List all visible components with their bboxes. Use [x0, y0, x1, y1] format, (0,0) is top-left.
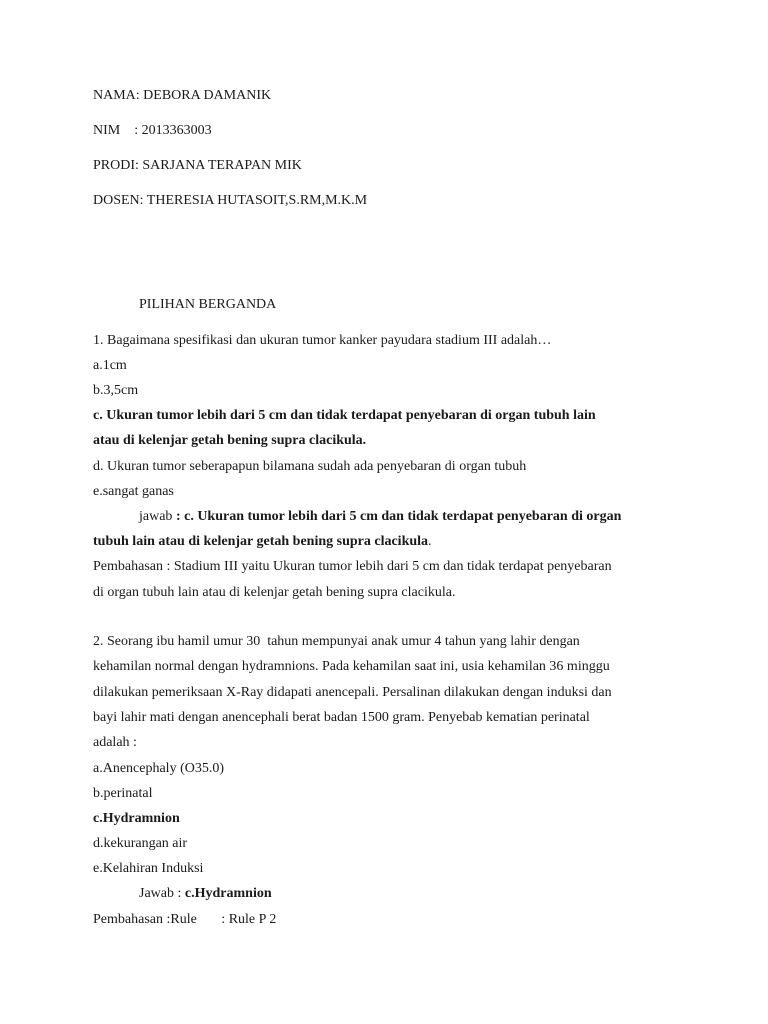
- student-nim: NIM : 2013363003: [93, 123, 212, 138]
- q2-question-line4: bayi lahir mati dengan anencephali berat badan 1500 gram. Penyebab kematian perinatal: [93, 710, 590, 725]
- lecturer: DOSEN: THERESIA HUTASOIT,S.RM,M.K.M: [93, 193, 368, 208]
- q1-answer-prefix: jawab: [139, 509, 176, 524]
- q1-option-c-line2: atau di kelenjar getah bening supra clacikula.: [93, 433, 367, 448]
- q2-question-line1: 2. Seorang ibu hamil umur 30 tahun mempunyai anak umur 4 tahun yang lahir dengan: [93, 634, 580, 649]
- q1-answer-line2: [93, 533, 432, 551]
- q2-answer-text: c.Hydramnion: [184, 886, 272, 901]
- q1-question: 1. Bagaimana spesifikasi dan ukuran tumor kanker payudara stadium III adalah…: [93, 333, 552, 348]
- q1-option-a: a.1cm: [93, 358, 127, 373]
- q1-answer-text: : c. Ukuran tumor lebih dari 5 cm dan tidak terdapat penyebaran di organ: [175, 509, 622, 524]
- q1-option-e: e.sangat ganas: [93, 484, 174, 499]
- q1-discussion-line2: di organ tubuh lain atau di kelenjar getah bening supra clacikula.: [93, 585, 456, 600]
- q2-answer-prefix: Jawab :: [139, 886, 185, 901]
- q2-question-line5: adalah :: [93, 735, 137, 750]
- q2-option-b: b.perinatal: [93, 786, 153, 801]
- q2-option-a: a.Anencephaly (O35.0): [93, 761, 225, 776]
- q1-answer-line1: [139, 508, 621, 526]
- q2-answer: [139, 885, 272, 903]
- q1-option-b: b.3,5cm: [93, 383, 139, 398]
- q2-question-line2: kehamilan normal dengan hydramnions. Pada kehamilan saat ini, usia kehamilan 36 minggu: [93, 659, 610, 674]
- q2-question-line3: dilakukan pemeriksaan X-Ray didapati anencepali. Persalinan dilakukan dengan induksi dan: [93, 685, 612, 700]
- q2-option-c: c.Hydramnion: [93, 811, 180, 826]
- q1-option-c-line1: c. Ukuran tumor lebih dari 5 cm dan tidak terdapat penyebaran di organ tubuh lain: [93, 408, 596, 423]
- study-program: PRODI: SARJANA TERAPAN MIK: [93, 158, 302, 173]
- q2-option-d: d.kekurangan air: [93, 836, 188, 851]
- q1-answer-period: .: [428, 534, 432, 549]
- student-name: NAMA: DEBORA DAMANIK: [93, 88, 272, 103]
- q1-answer-text-cont: tubuh lain atau di kelenjar getah bening supra clacikula: [93, 534, 429, 549]
- section-title: PILIHAN BERGANDA: [139, 297, 277, 312]
- q2-discussion: Pembahasan :Rule : Rule P 2: [93, 912, 277, 927]
- q2-option-e: e.Kelahiran Induksi: [93, 861, 204, 876]
- q1-option-d: d. Ukuran tumor seberapapun bilamana sudah ada penyebaran di organ tubuh: [93, 459, 527, 474]
- q1-discussion-line1: Pembahasan : Stadium III yaitu Ukuran tumor lebih dari 5 cm dan tidak terdapat penyebaran: [93, 559, 612, 574]
